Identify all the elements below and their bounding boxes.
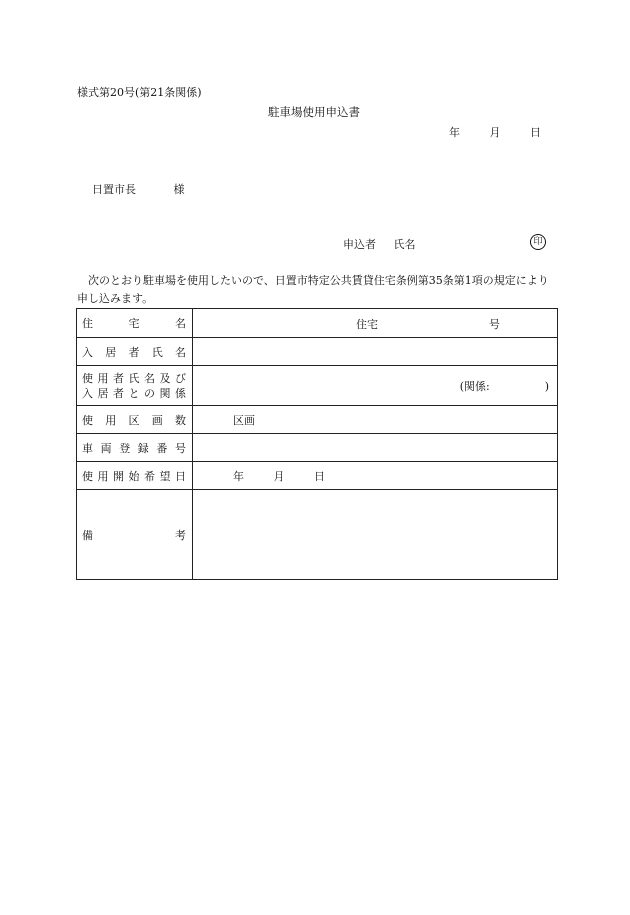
- label-char: 画: [151, 413, 163, 427]
- label-occupant: [77, 338, 193, 366]
- table-row-start-date: [77, 462, 558, 490]
- table-row-user-relation: [77, 366, 558, 406]
- label-char: 住: [82, 317, 93, 330]
- notes-field[interactable]: [193, 490, 558, 580]
- table-row-vehicle: [77, 434, 558, 462]
- label-char: 及: [159, 371, 171, 385]
- label-notes: [77, 490, 193, 580]
- addressee: [92, 181, 185, 197]
- addressee-honorific: 様: [173, 183, 185, 196]
- applicant-name-label: 氏名: [393, 238, 416, 251]
- label-char: 用: [105, 413, 117, 427]
- label-char: 登: [119, 441, 131, 455]
- label-char: 氏: [128, 371, 140, 385]
- intro-text: 次のとおり駐車場を使用したいので、日置市特定公共賃貸住宅条例第35条第1項の規定により申し込みます。: [77, 274, 549, 305]
- address-jutaku-text: 住宅: [356, 318, 378, 331]
- label-char: 希: [144, 469, 155, 483]
- label-char: 日: [175, 469, 186, 483]
- label-char: と: [128, 386, 140, 400]
- start-month: 月: [273, 469, 285, 483]
- label-char: 者: [113, 371, 124, 385]
- label-char: 名: [175, 317, 186, 330]
- label-address: [77, 309, 193, 338]
- date-day: 日: [530, 126, 541, 139]
- applicant-line: [343, 236, 416, 252]
- label-char: 氏: [151, 345, 163, 359]
- label-char: 両: [100, 441, 112, 455]
- occupant-name-field[interactable]: [193, 338, 558, 366]
- label-sections: [77, 406, 193, 434]
- start-date-field[interactable]: [193, 462, 558, 490]
- label-char: 居: [105, 345, 117, 359]
- applicant-label: 申込者: [343, 238, 376, 251]
- label-char: 望: [159, 469, 171, 483]
- label-char: 名: [175, 345, 186, 359]
- address-go-text: 号: [489, 318, 500, 331]
- label-char: 番: [156, 441, 168, 455]
- label-start-date: [77, 462, 193, 490]
- relation-text: (関係: ): [459, 380, 549, 393]
- label-char: 係: [175, 386, 186, 400]
- date-month: 月: [489, 126, 501, 139]
- label-char: 開: [113, 469, 124, 483]
- start-day: 日: [314, 469, 325, 483]
- label-char: 数: [175, 413, 186, 427]
- start-year: 年: [233, 469, 244, 483]
- form-number: 様式第20号(第21条関係): [77, 86, 202, 99]
- table-row-address: [77, 309, 558, 338]
- label-char: 号: [174, 441, 186, 455]
- label-char: 者: [113, 386, 124, 400]
- label-char: 宅: [128, 317, 140, 330]
- label-char: 考: [175, 528, 186, 542]
- label-char: 用: [97, 469, 109, 483]
- application-date: [449, 124, 541, 140]
- seal-mark-icon: 印: [530, 234, 546, 250]
- label-char: 録: [137, 441, 149, 455]
- form-title: 駐車場使用申込書: [268, 105, 360, 119]
- label-vehicle: [77, 434, 193, 462]
- label-char: 入: [82, 386, 93, 400]
- label-char: 居: [97, 386, 109, 400]
- label-char: 者: [128, 345, 140, 359]
- label-char: 用: [97, 371, 109, 385]
- address-field[interactable]: [193, 309, 558, 338]
- label-char: 使: [82, 413, 93, 427]
- label-char: 始: [128, 469, 140, 483]
- sections-field[interactable]: [193, 406, 558, 434]
- label-char: の: [144, 386, 155, 400]
- label-char: 備: [82, 528, 93, 542]
- date-year: 年: [449, 126, 460, 139]
- application-table: [76, 308, 558, 580]
- label-char: 区: [128, 413, 140, 427]
- label-char: 車: [82, 441, 93, 455]
- label-user-relation: [77, 366, 193, 406]
- sections-unit: 区画: [233, 413, 255, 427]
- label-char: 使: [82, 469, 93, 483]
- vehicle-number-field[interactable]: [193, 434, 558, 462]
- label-char: 入: [82, 345, 93, 359]
- table-row-sections: [77, 406, 558, 434]
- table-row-occupant: [77, 338, 558, 366]
- label-char: 名: [144, 371, 155, 385]
- user-relation-field[interactable]: [193, 366, 558, 406]
- addressee-name: 日置市長: [92, 183, 136, 196]
- label-char: 関: [159, 386, 171, 400]
- label-char: 使: [82, 371, 93, 385]
- table-row-notes: [77, 490, 558, 580]
- label-char: び: [175, 371, 186, 385]
